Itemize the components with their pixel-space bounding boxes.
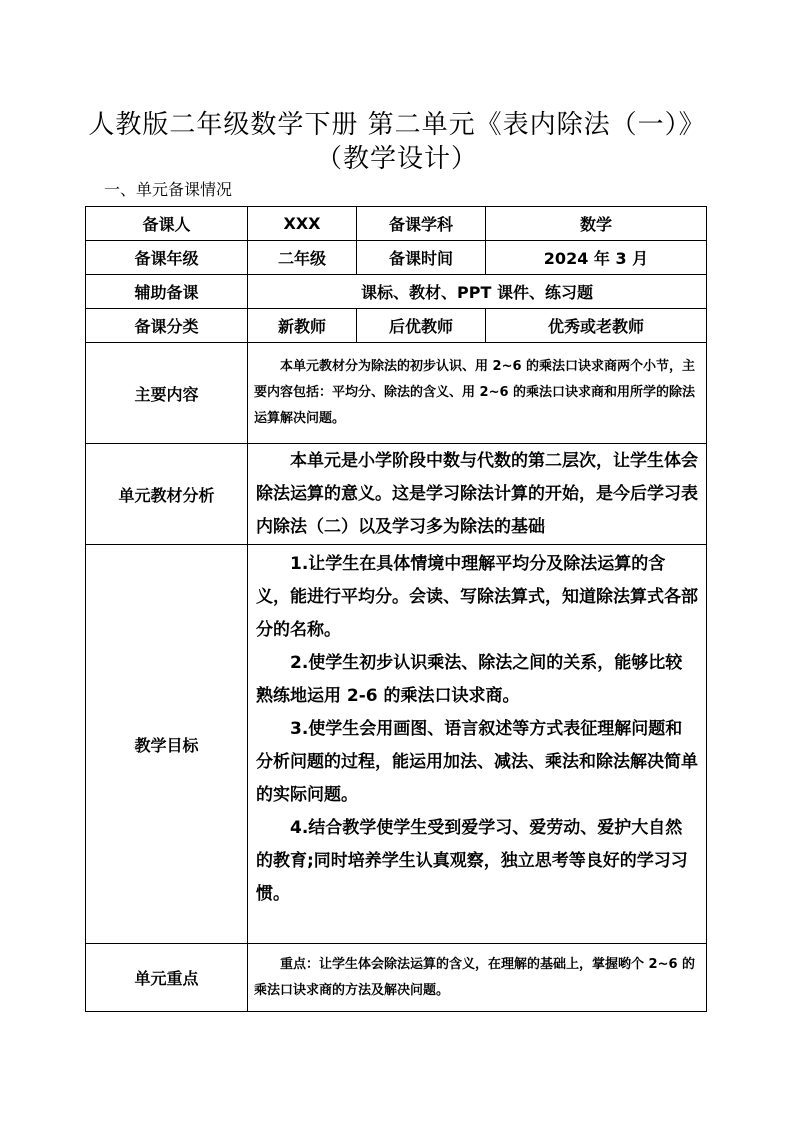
category-senior-teacher: 优秀或老教师: [486, 309, 707, 343]
lesson-prep-table: [85, 206, 707, 1012]
document-subtitle: （教学设计）: [315, 144, 478, 174]
objective-item: 3.使学生会用画图、语言叙述等方式表征理解问题和分析问题的过程，能运用加法、减法、乘法和除法解决简单的实际问题。: [256, 719, 698, 805]
objectives-label: 教学目标: [86, 545, 248, 944]
category-new-teacher: 新教师: [248, 309, 357, 343]
section-heading: 一、单元备课情况: [104, 180, 233, 199]
table-row: [86, 944, 707, 1012]
objective-item: 2.使学生初步认识乘法、除法之间的关系，能够比较熟练地运用 2-6 的乘法口诀求商。: [256, 653, 683, 706]
main-content-label: 主要内容: [86, 343, 248, 444]
objective-item: 1.让学生在具体情境中理解平均分及除法运算的含义，能进行平均分。会读、写除法算式，知道除法算式各部分的名称。: [256, 554, 698, 640]
grade-label: 备课年级: [86, 241, 248, 275]
prep-time-label: 备课时间: [357, 241, 486, 275]
table-row: [86, 275, 707, 309]
aux-prep-label: 辅助备课: [86, 275, 248, 309]
preparer-label: 备课人: [86, 207, 248, 241]
table-row: [86, 343, 707, 444]
objectives-text: [248, 545, 707, 944]
main-content-text: 本单元教材分为除法的初步认识、用 2~6 的乘法口诀求商两个小节，主要内容包括：平均分、除法的含义、用 2~6 的乘法口诀求商和用所学的除法运算解决问题。: [248, 343, 707, 444]
category-improving-teacher: 后优教师: [357, 309, 486, 343]
objective-item: 4.结合教学使学生受到爱学习、爱劳动、爱护大自然的教育;同时培养学生认真观察，独立思考等良好的学习习惯。: [256, 818, 688, 904]
grade-value: 二年级: [248, 241, 357, 275]
document-title: 人教版二年级数学下册 第二单元《表内除法（一）》: [88, 110, 706, 140]
analysis-label: 单元教材分析: [86, 444, 248, 545]
aux-prep-value: 课标、教材、PPT 课件、练习题: [248, 275, 707, 309]
category-label: 备课分类: [86, 309, 248, 343]
analysis-text: 本单元是小学阶段中数与代数的第二层次，让学生体会除法运算的意义。这是学习除法计算的开始，是今后学习表内除法（二）以及学习多为除法的基础: [248, 444, 707, 545]
key-points-label: 单元重点: [86, 944, 248, 1012]
subject-value: 数学: [486, 207, 707, 241]
preparer-value: XXX: [248, 207, 357, 241]
prep-time-value: 2024 年 3 月: [486, 241, 707, 275]
subject-label: 备课学科: [357, 207, 486, 241]
table-row: [86, 207, 707, 241]
key-points-text: 重点：让学生体会除法运算的含义，在理解的基础上，掌握哟个 2~6 的乘法口诀求商的方法及解决问题。: [248, 944, 707, 1012]
table-row: [86, 545, 707, 944]
table-row: [86, 444, 707, 545]
table-row: [86, 241, 707, 275]
table-row: [86, 309, 707, 343]
